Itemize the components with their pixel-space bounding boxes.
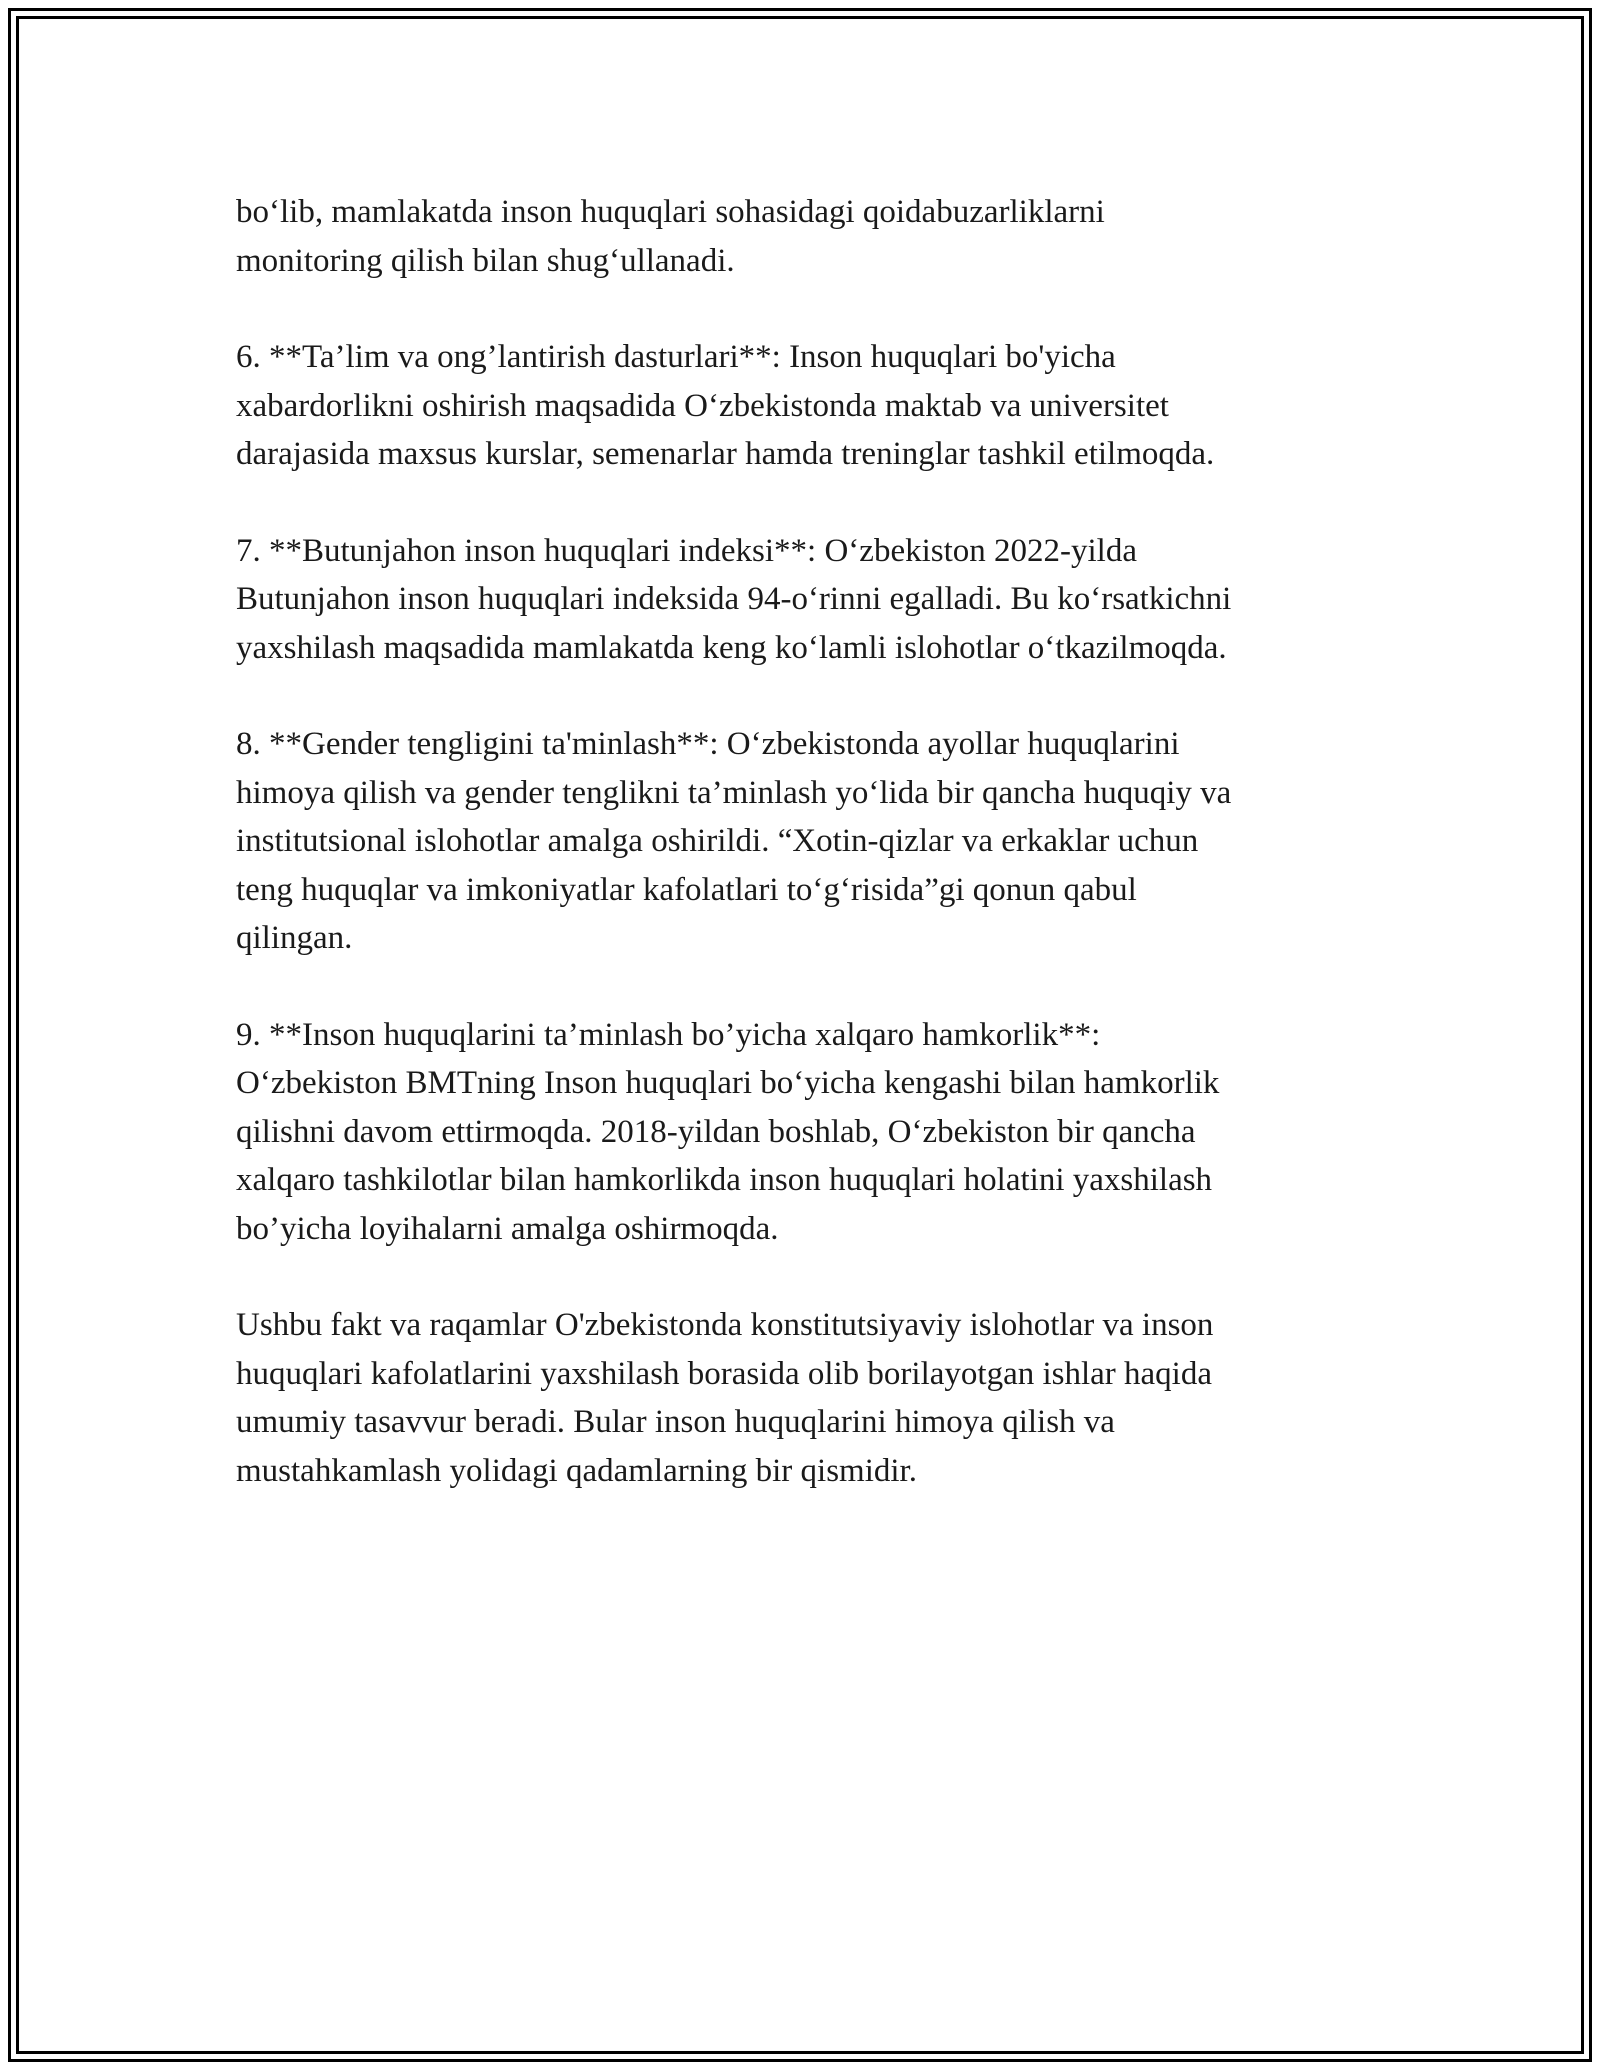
text-line: O‘zbekiston BMTning Inson huquqlari bo‘yicha kengashi bilan hamkorlik (236, 1065, 1220, 1101)
text-line: mustahkamlash yolidagi qadamlarning bir qismidir. (236, 1452, 917, 1489)
text-line: Butunjahon inson huquqlari indeksida 94-o‘rinni egalladi. Bu ko‘rsatkichni (236, 581, 1232, 617)
paragraph-item-9 (236, 1011, 1366, 1254)
text-line: monitoring qilish bilan shug‘ullanadi. (236, 242, 735, 279)
paragraph-item-7 (236, 527, 1366, 673)
text-line: yaxshilash maqsadida mamlakatda keng ko‘lamli islohotlar o‘tkazilmoqda. (236, 629, 1227, 666)
text-line: huquqlari kafolatlarini yaxshilash borasida olib borilayotgan ishlar haqida (236, 1355, 1212, 1392)
text-line: Ushbu fakt va raqamlar O'zbekistonda konstitutsiyaviy islohotlar va inson (236, 1307, 1214, 1343)
paragraph-continuation (236, 188, 1366, 285)
text-line: xalqaro tashkilotlar bilan hamkorlikda inson huquqlari holatini yaxshilash (236, 1162, 1213, 1198)
text-line: qilingan. (236, 920, 353, 956)
text-line: 9. **Inson huquqlarini ta’minlash bo’yicha xalqaro hamkorlik**: (236, 1016, 1101, 1053)
text-line: xabardorlikni oshirish maqsadida O‘zbekistonda maktab va universitet (236, 387, 1169, 424)
text-line: bo‘lib, mamlakatda inson huquqlari sohasidagi qoidabuzarliklarni (236, 194, 1105, 230)
paragraph-item-6 (236, 333, 1366, 479)
text-line: bo’yicha loyihalarni amalga oshirmoqda. (236, 1210, 779, 1247)
text-line: umumiy tasavvur beradi. Bular inson huquqlarini himoya qilish va (236, 1404, 1115, 1440)
text-line: 7. **Butunjahon inson huquqlari indeksi**: O‘zbekiston 2022-yilda (236, 532, 1137, 569)
text-line: darajasida maxsus kurslar, semenarlar hamda treninglar tashkil etilmoqda. (236, 436, 1215, 472)
text-line: qilishni davom ettirmoqda. 2018-yildan boshlab, O‘zbekiston bir qancha (236, 1113, 1196, 1150)
text-line: himoya qilish va gender tenglikni ta’minlash yo‘lida bir qancha huquqiy va (236, 774, 1232, 811)
text-line: 8. **Gender tengligini ta'minlash**: O‘zbekistonda ayollar huquqlarini (236, 726, 1180, 762)
paragraph-item-8 (236, 720, 1366, 963)
text-line: 6. **Ta’lim va ong’lantirish dasturlari**: Inson huquqlari bo'yicha (236, 339, 1116, 375)
document-body (236, 188, 1366, 1543)
text-line: teng huquqlar va imkoniyatlar kafolatlari to‘g‘risida”gi qonun qabul (236, 871, 1137, 908)
paragraph-conclusion (236, 1301, 1366, 1495)
text-line: institutsional islohotlar amalga oshirildi. “Xotin-qizlar va erkaklar uchun (236, 823, 1199, 859)
